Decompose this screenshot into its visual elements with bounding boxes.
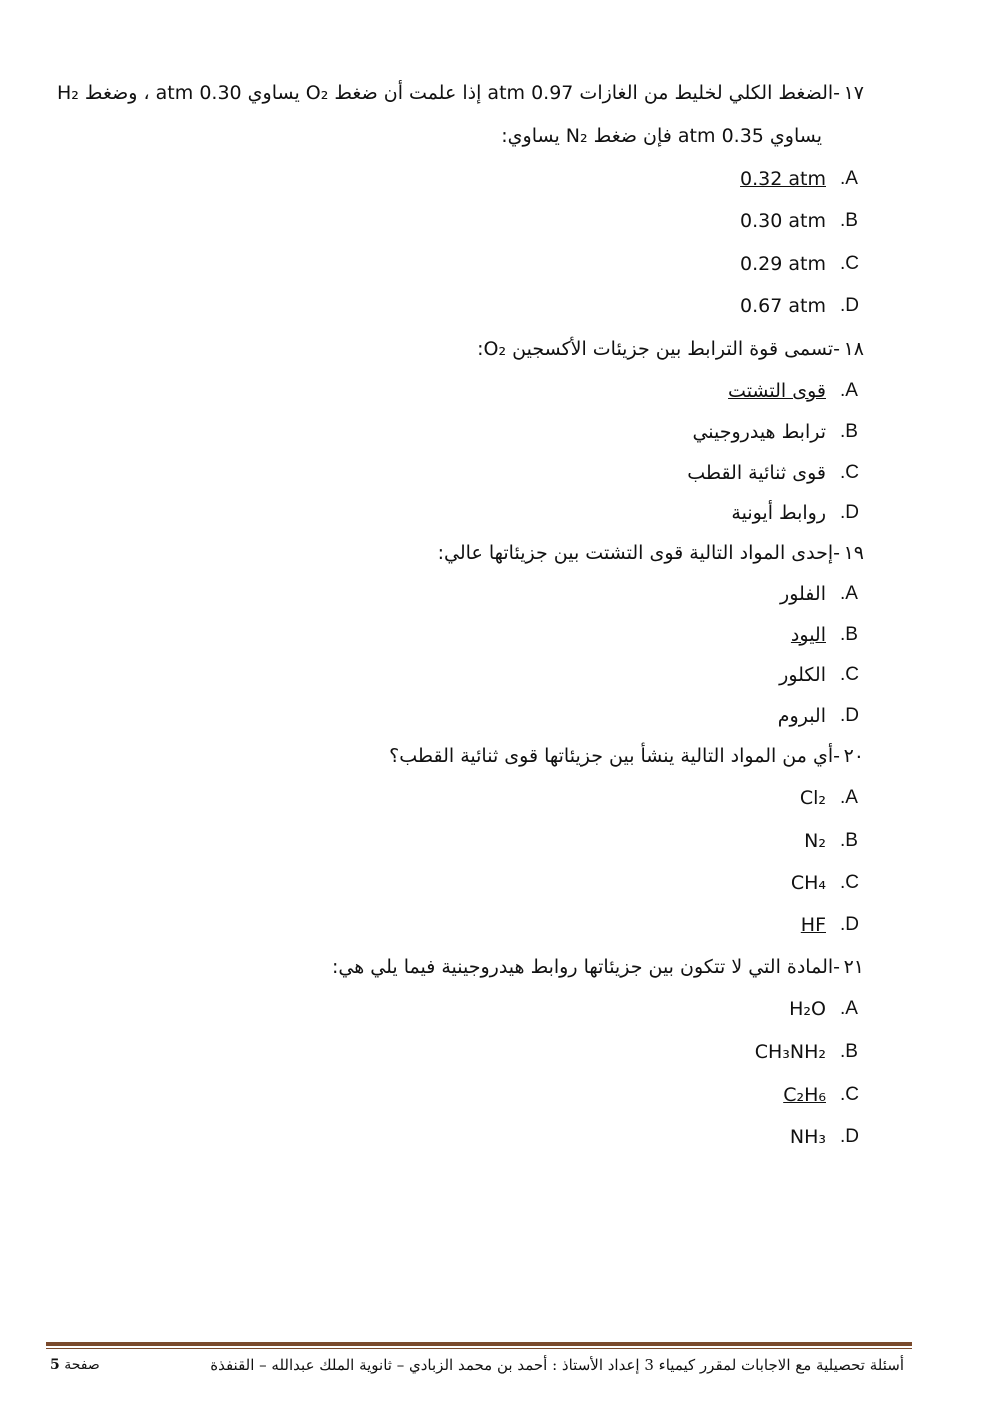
option-value: 0.30 atm: [740, 210, 826, 232]
option-value: CH₃NH₂: [754, 1041, 826, 1063]
option-value-correct: HF: [800, 914, 826, 936]
question-text: -المادة التي لا تتكون بين جزيئاتها روابط هيدروجينية فيما يلي هي:: [331, 956, 840, 978]
option-value: الكلور: [779, 664, 826, 686]
option-value: H₂O: [789, 998, 826, 1020]
option-18-b: [564, 419, 864, 445]
question-text: -إحدى المواد التالية قوى التشتت بين جزيئاتها عالي:: [437, 542, 840, 564]
option-letter: .A: [840, 998, 858, 1019]
option-value: 0.29 atm: [740, 253, 826, 275]
question-18: [477, 336, 864, 362]
option-18-c: [564, 460, 864, 486]
option-letter: .B: [840, 830, 858, 851]
page-number-value: 5: [50, 1357, 60, 1373]
option-17-d: [564, 293, 864, 319]
question-text: -تسمى قوة الترابط بين جزيئات الأكسجين O₂:: [477, 338, 840, 360]
option-17-b: [564, 208, 864, 234]
option-21-b: [564, 1039, 864, 1065]
question-text: -الضغط الكلي لخليط من الغازات 0.97 atm إذا علمت أن ضغط O₂ يساوي 0.30 atm ، وضغط H₂: [56, 82, 840, 104]
option-value-correct: 0.32 atm: [740, 168, 826, 190]
option-value-correct: C₂H₆: [783, 1084, 826, 1106]
option-letter: .B: [840, 421, 858, 442]
option-18-d: [564, 500, 864, 526]
option-value: Cl₂: [799, 787, 826, 809]
option-20-a: [564, 785, 864, 811]
option-20-d: [564, 912, 864, 938]
option-19-a: [564, 581, 864, 607]
option-letter: .A: [840, 168, 858, 189]
option-letter: .C: [840, 664, 859, 685]
option-letter: .B: [840, 624, 858, 645]
option-value-correct: اليود: [790, 624, 826, 646]
question-text: -أي من المواد التالية ينشأ بين جزيئاتها قوى ثنائية القطب؟: [389, 745, 840, 767]
option-17-a: [564, 166, 864, 192]
question-number: ١٨: [843, 338, 864, 360]
page-number: [50, 1354, 100, 1376]
footer-rule-thick: [46, 1342, 912, 1346]
question-number: ٢٠: [843, 745, 864, 767]
option-17-c: [564, 251, 864, 277]
option-value: الفلور: [780, 583, 826, 605]
option-19-c: [564, 662, 864, 688]
question-number: ١٧: [843, 82, 864, 104]
option-value: قوى ثنائية القطب: [687, 462, 826, 484]
question-17-line2: يساوي 0.35 atm فإن ضغط N₂ يساوي:: [501, 125, 822, 147]
option-value: ترابط هيدروجيني: [692, 421, 826, 443]
option-letter: .C: [840, 462, 859, 483]
footer-rule-thin: [46, 1348, 912, 1349]
option-letter: .A: [840, 380, 858, 401]
option-value-correct: قوى التشتت: [728, 380, 826, 402]
option-letter: .D: [840, 914, 859, 935]
option-letter: .D: [840, 705, 859, 726]
option-letter: .C: [840, 253, 859, 274]
option-value: N₂: [804, 830, 826, 852]
option-letter: .A: [840, 583, 858, 604]
option-20-b: [564, 828, 864, 854]
option-letter: .A: [840, 787, 858, 808]
option-21-a: [564, 996, 864, 1022]
option-value: 0.67 atm: [740, 295, 826, 317]
option-18-a: [564, 378, 864, 404]
question-21: [332, 954, 864, 980]
question-19: [438, 540, 864, 566]
option-19-b: [564, 622, 864, 648]
option-letter: .D: [840, 1126, 859, 1147]
option-value: روابط أيونية: [731, 502, 826, 524]
option-19-d: [564, 703, 864, 729]
option-value: CH₄: [790, 872, 826, 894]
option-letter: .D: [840, 295, 859, 316]
option-letter: .D: [840, 502, 859, 523]
question-number: ٢١: [843, 956, 864, 978]
option-letter: .C: [840, 1084, 859, 1105]
option-letter: .C: [840, 872, 859, 893]
question-17: [57, 80, 864, 106]
option-letter: .B: [840, 1041, 858, 1062]
footer-text: أسئلة تحصيلية مع الاجابات لمقرر كيمياء 3 إعداد الأستاذ : أحمد بن محمد الزبادي – ثانوية الملك عبدالله – القنفذة: [210, 1356, 904, 1374]
option-21-d: [564, 1124, 864, 1150]
option-value: NH₃: [789, 1126, 826, 1148]
question-number: ١٩: [843, 542, 864, 564]
option-21-c: [564, 1082, 864, 1108]
option-20-c: [564, 870, 864, 896]
option-letter: .B: [840, 210, 858, 231]
page-label: صفحة: [64, 1357, 100, 1373]
question-20: [389, 743, 864, 769]
option-value: البروم: [777, 705, 826, 727]
